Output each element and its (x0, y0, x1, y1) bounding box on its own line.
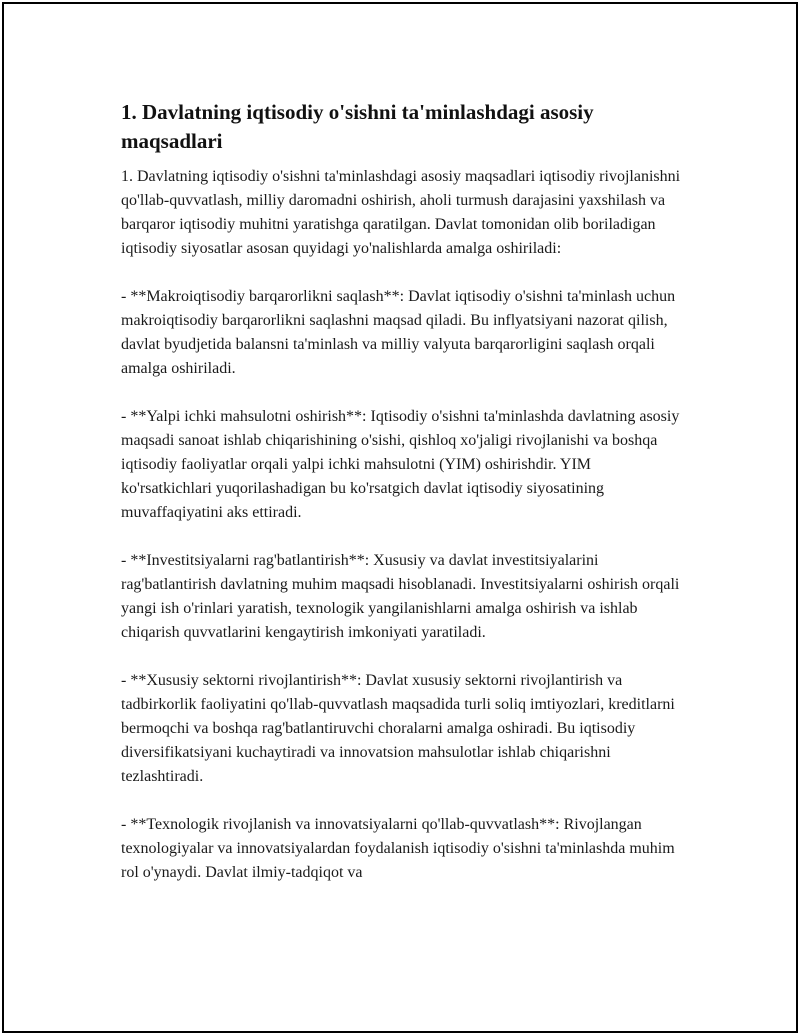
paragraph-private-sector: - **Xususiy sektorni rivojlantirish**: Davlat xususiy sektorni rivojlantirish va tadbirkorlik faoliyatini qo'llab-quvvatlash maqsadida turli soliq imtiyozlari, kreditlarni bermoqchi va boshqa rag'batlantiruvchi choralarni amalga oshiradi. Bu iqtisodiy diversifikatsiyani kuchaytiradi va innovatsion mahsulotlar ishlab chiqarishni tezlashtiradi. (121, 672, 675, 785)
document-body (121, 98, 681, 909)
paragraph-macroeconomic-stability: - **Makroiqtisodiy barqarorlikni saqlash**: Davlat iqtisodiy o'sishni ta'minlash uchun makroiqtisodiy barqarorlikni saqlashni maqsad qiladi. Bu inflyatsiyani nazorat qilish, davlat byudjetida balansni ta'minlash va milliy valyuta barqarorligini saqlash orqali amalga oshiriladi. (121, 288, 676, 377)
paragraph-investment-incentives: - **Investitsiyalarni rag'batlantirish**: Xususiy va davlat investitsiyalarini rag'batlantirish davlatning muhim maqsadi hisoblanadi. Investitsiyalarni oshirish orqali yangi ish o'rinlari yaratish, texnologik yangilanishlarni amalga oshirish va ishlab chiqarish quvvatlarini kengaytirish imkoniyati yaratiladi. (121, 552, 680, 641)
paragraph-gdp-growth: - **Yalpi ichki mahsulotni oshirish**: Iqtisodiy o'sishni ta'minlashda davlatning asosiy maqsadi sanoat ishlab chiqarishining o'sishi, qishloq xo'jaligi rivojlanishi va boshqa iqtisodiy faoliyatlar orqali yalpi ichki mahsulotni (YIM) oshirishdir. YIM ko'rsatkichlari yuqorilashadigan bu ko'rsatgich davlat iqtisodiy siyosatining muvaffaqiyatini aks ettiradi. (121, 408, 680, 521)
paragraph-technology-innovation: - **Texnologik rivojlanish va innovatsiyalarni qo'llab-quvvatlash**: Rivojlangan texnologiyalar va innovatsiyalardan foydalanish iqtisodiy o'sishni ta'minlashda muhim rol o'ynaydi. Davlat ilmiy-tadqiqot va (121, 816, 675, 881)
page-frame (2, 2, 798, 1033)
intro-paragraph: 1. Davlatning iqtisodiy o'sishni ta'minlashdagi asosiy maqsadlari iqtisodiy rivojlanishni qo'llab-quvvatlash, milliy daromadni oshirish, aholi turmush darajasini yaxshilash va barqaror iqtisodiy muhitni yaratishga qaratilgan. Davlat tomonidan olib boriladigan iqtisodiy siyosatlar asosan quyidagi yo'nalishlarda amalga oshiriladi: (121, 168, 681, 257)
section-heading: 1. Davlatning iqtisodiy o'sishni ta'minlashdagi asosiy maqsadlari (121, 100, 594, 153)
